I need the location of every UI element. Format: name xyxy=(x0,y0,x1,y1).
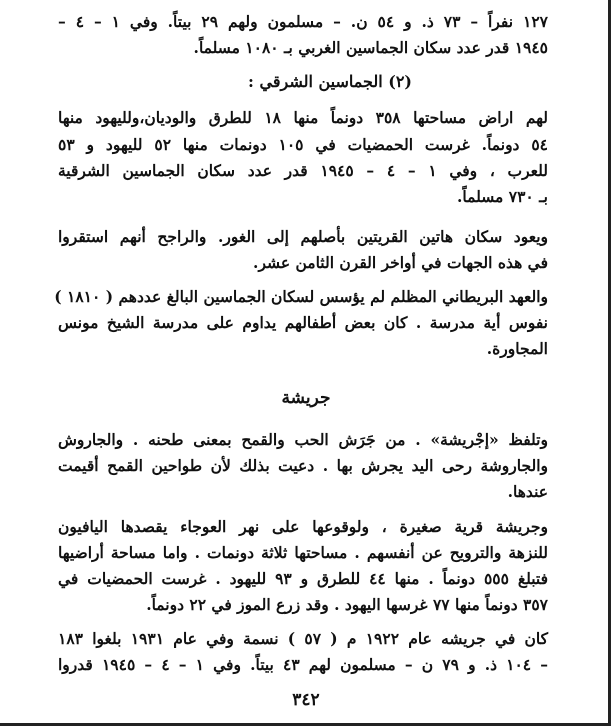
text-line: وجريشة قرية صغيرة ، ولوقوعها على نهر العوجاء يقصدها اليافيون xyxy=(58,517,548,536)
text-line: فتبلغ ٥٥٥ دونماً . منها ٤٤ للطرق و ٩٣ لليهود . غرست الحمضيات في xyxy=(58,569,548,588)
text-line: المجاورة. xyxy=(486,339,548,358)
text-line: ٣٥٧ دونماً منها ٧٧ غرسها اليهود . وقد زرع الموز في ٢٢ دونماً. xyxy=(146,595,548,614)
text-line: في هذه الجهات في أواخر القرن الثامن عشر. xyxy=(253,253,548,272)
text-line: والجاروشة رحى اليد يجرش بها . دعيت بذلك لأن طواحين القمح أقيمت xyxy=(58,456,548,475)
text-line: ١٩٤٥ قدر عدد سكان الجماسين الغربي بـ ١٠٨٠ مسلماً. xyxy=(193,38,548,57)
text-line: للعرب ، وفي ١ – ٤ – ١٩٤٥ قدر عدد سكان الجماسين الشرقية xyxy=(58,161,549,180)
text-line: لهم اراض مساحتها ٣٥٨ دونماً منها ١٨ للطرق والوديان،ولليهود منها xyxy=(58,108,549,127)
text-line: للنزهة والترويح عن أنفسهم . مساحتها ثلاثة دونمات . واما مساحة أراضيها xyxy=(58,543,548,562)
section-subheading: (٢) الجماسين الشرقي : xyxy=(248,72,412,91)
text-line: ويعود سكان هاتين القريتين بأصلهم إلى الغور. والراجح أنهم استقروا xyxy=(58,227,548,246)
page-number: ٣٤٢ xyxy=(292,690,320,710)
text-line: والعهد البريطاني المظلم لم يؤسس لسكان الجماسين البالغ عددهم ( ١٨١٠ ) xyxy=(54,287,548,306)
section-title: جريشة xyxy=(281,388,331,408)
text-line: بـ ٧٣٠ مسلماً. xyxy=(457,187,548,206)
text-line: كان في جريشه عام ١٩٢٢ م ( ٥٧ ) نسمة وفي عام ١٩٣١ بلغوا ١٨٣ xyxy=(58,629,548,648)
text-line: ٥٤ دونماً. غرست الحمضيات في ١٠٥ دونمات منها ٥٢ لليهود و ٥٣ xyxy=(58,135,548,154)
text-line: ١٢٧ نفراً – ٧٣ ذ. و ٥٤ ن. – مسلمون ولهم ٢٩ بيتاً. وفي ١ – ٤ – xyxy=(58,12,548,31)
text-line: وتلفظ «إجْريشة» . من جَرَش الحب والقمح بمعنى طحنه . والجاروش xyxy=(58,430,548,449)
text-line: نفوس أية مدرسة . كان بعض أطفالهم يداوم على مدرسة الشيخ مونس xyxy=(58,313,548,332)
text-line: – ١٠٤ ذ. و ٧٩ ن – مسلمون لهم ٤٣ بيتاً. وفي ١ – ٤ – ١٩٤٥ قدروا xyxy=(58,655,549,674)
text-line: عندها. xyxy=(507,482,548,501)
